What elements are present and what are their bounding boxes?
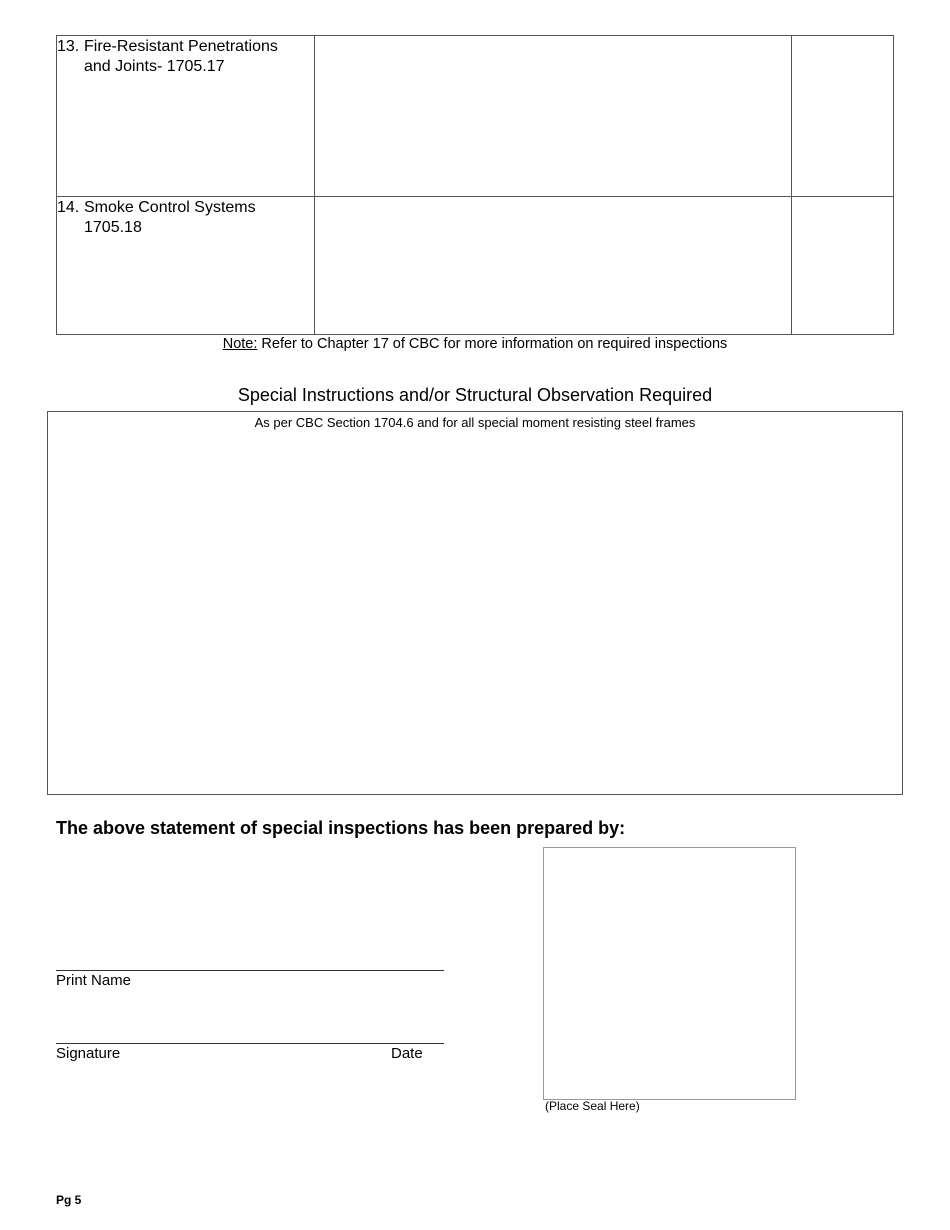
table-row [57,197,894,335]
print-name-line[interactable] [56,970,444,971]
prepared-by-heading: The above statement of special inspections has been prepared by: [56,818,626,838]
note-label: Note: [222,336,258,352]
inspection-table [56,35,894,335]
item-title-continued: 1705.18 [84,219,142,236]
item-number: 14. [57,199,80,216]
item-cell [57,197,315,335]
seal-box [543,847,796,1100]
item-title-continued: and Joints- 1705.17 [84,58,225,75]
special-instructions-heading: Special Instructions and/or Structural Observation Required [237,385,713,405]
check-cell[interactable] [791,36,893,197]
special-instructions-box[interactable] [47,411,903,795]
table-row [57,36,894,197]
signature-label: Signature [56,1045,121,1062]
item-title: Smoke Control Systems [84,199,256,216]
print-name-label: Print Name [56,972,132,989]
item-title: Fire-Resistant Penetrations [84,38,278,55]
check-cell[interactable] [791,197,893,335]
page-number: Pg 5 [56,1193,82,1207]
item-number: 13. [57,38,80,55]
description-cell[interactable] [315,197,792,335]
note-text: Refer to Chapter 17 of CBC for more information on required inspections [257,336,728,352]
item-cell [57,36,315,197]
description-cell[interactable] [315,36,792,197]
table-note [0,336,950,352]
date-label: Date [391,1045,423,1062]
signature-line[interactable] [56,1043,444,1044]
seal-label: (Place Seal Here) [545,1099,640,1113]
special-instructions-text: As per CBC Section 1704.6 and for all special moment resisting steel frames [254,415,696,430]
